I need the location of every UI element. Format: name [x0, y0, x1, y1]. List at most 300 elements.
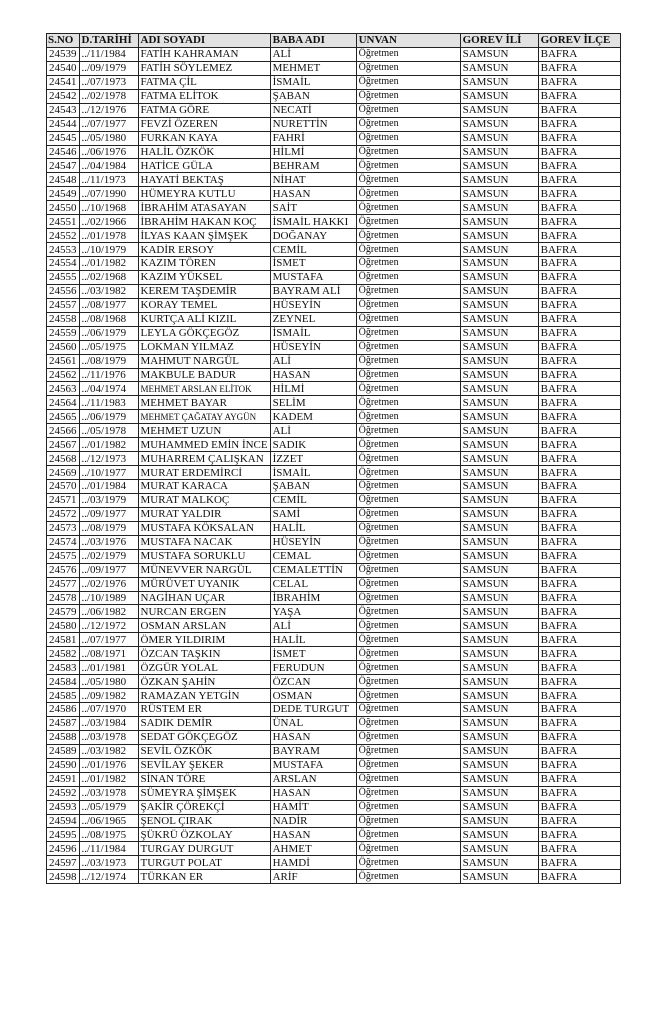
full-name-cell: MÜRÜVET UYANIK	[138, 577, 270, 591]
table-row	[47, 716, 621, 730]
full-name-cell: FATMA GÖRE	[138, 103, 270, 117]
full-name-cell: ŞÜKRÜ ÖZKOLAY	[138, 828, 270, 842]
district-cell: BAFRA	[538, 633, 620, 647]
full-name-cell: SÜMEYRA ŞİMŞEK	[138, 786, 270, 800]
full-name-cell: HAYATİ BEKTAŞ	[138, 173, 270, 187]
sno-cell: 24596	[47, 842, 80, 856]
district-cell: BAFRA	[538, 173, 620, 187]
header-sno: S.NO	[47, 34, 80, 48]
father-name-cell: HASAN	[270, 187, 356, 201]
sno-cell: 24584	[47, 675, 80, 689]
table-row	[47, 243, 621, 257]
full-name-cell: MURAT MALKOÇ	[138, 493, 270, 507]
father-name-cell: İSMET	[270, 647, 356, 661]
father-name-cell: MUSTAFA	[270, 758, 356, 772]
province-cell: SAMSUN	[460, 326, 538, 340]
sno-cell: 24580	[47, 619, 80, 633]
table-row	[47, 507, 621, 521]
sno-cell: 24542	[47, 89, 80, 103]
table-row	[47, 89, 621, 103]
father-name-cell: İSMAİL	[270, 75, 356, 89]
birth-date-cell: ../04/1974	[79, 382, 138, 396]
district-cell: BAFRA	[538, 521, 620, 535]
title-cell: Öğretmen	[356, 870, 460, 884]
birth-date-cell: ../07/1973	[79, 75, 138, 89]
sno-cell: 24546	[47, 145, 80, 159]
table-row	[47, 340, 621, 354]
header-district: GOREV İLÇE	[538, 34, 620, 48]
birth-date-cell: ../08/1971	[79, 647, 138, 661]
table-row	[47, 730, 621, 744]
title-cell: Öğretmen	[356, 619, 460, 633]
province-cell: SAMSUN	[460, 633, 538, 647]
birth-date-cell: ../06/1976	[79, 145, 138, 159]
district-cell: BAFRA	[538, 661, 620, 675]
sno-cell: 24552	[47, 229, 80, 243]
title-cell: Öğretmen	[356, 298, 460, 312]
district-cell: BAFRA	[538, 716, 620, 730]
sno-cell: 24540	[47, 61, 80, 75]
full-name-cell: MAHMUT NARGÜL	[138, 354, 270, 368]
full-name-cell: SADIK DEMİR	[138, 716, 270, 730]
province-cell: SAMSUN	[460, 563, 538, 577]
province-cell: SAMSUN	[460, 744, 538, 758]
province-cell: SAMSUN	[460, 577, 538, 591]
province-cell: SAMSUN	[460, 758, 538, 772]
district-cell: BAFRA	[538, 354, 620, 368]
province-cell: SAMSUN	[460, 828, 538, 842]
province-cell: SAMSUN	[460, 396, 538, 410]
birth-date-cell: ../05/1975	[79, 340, 138, 354]
province-cell: SAMSUN	[460, 61, 538, 75]
title-cell: Öğretmen	[356, 284, 460, 298]
table-row	[47, 591, 621, 605]
father-name-cell: HAMDİ	[270, 856, 356, 870]
title-cell: Öğretmen	[356, 131, 460, 145]
table-row	[47, 117, 621, 131]
full-name-cell: RÜSTEM ER	[138, 703, 270, 717]
teacher-list-table	[46, 33, 621, 884]
title-cell: Öğretmen	[356, 270, 460, 284]
district-cell: BAFRA	[538, 75, 620, 89]
table-row	[47, 800, 621, 814]
title-cell: Öğretmen	[356, 466, 460, 480]
father-name-cell: HAMİT	[270, 800, 356, 814]
father-name-cell: NECATİ	[270, 103, 356, 117]
birth-date-cell: ../10/1968	[79, 201, 138, 215]
province-cell: SAMSUN	[460, 716, 538, 730]
district-cell: BAFRA	[538, 131, 620, 145]
full-name-cell: FEVZİ ÖZEREN	[138, 117, 270, 131]
district-cell: BAFRA	[538, 870, 620, 884]
sno-cell: 24575	[47, 549, 80, 563]
father-name-cell: İSMET	[270, 257, 356, 271]
province-cell: SAMSUN	[460, 257, 538, 271]
sno-cell: 24567	[47, 438, 80, 452]
birth-date-cell: ../03/1978	[79, 730, 138, 744]
district-cell: BAFRA	[538, 61, 620, 75]
province-cell: SAMSUN	[460, 703, 538, 717]
birth-date-cell: ../08/1979	[79, 354, 138, 368]
district-cell: BAFRA	[538, 466, 620, 480]
full-name-cell: ÖMER YILDIRIM	[138, 633, 270, 647]
father-name-cell: HİLMİ	[270, 145, 356, 159]
province-cell: SAMSUN	[460, 507, 538, 521]
table-row	[47, 312, 621, 326]
table-row	[47, 563, 621, 577]
district-cell: BAFRA	[538, 730, 620, 744]
sno-cell: 24573	[47, 521, 80, 535]
title-cell: Öğretmen	[356, 354, 460, 368]
title-cell: Öğretmen	[356, 243, 460, 257]
birth-date-cell: ../06/1982	[79, 605, 138, 619]
full-name-cell: MUSTAFA SORUKLU	[138, 549, 270, 563]
province-cell: SAMSUN	[460, 675, 538, 689]
birth-date-cell: ../09/1982	[79, 689, 138, 703]
table-row	[47, 47, 621, 61]
father-name-cell: OSMAN	[270, 689, 356, 703]
sno-cell: 24581	[47, 633, 80, 647]
full-name-cell: TURGUT POLAT	[138, 856, 270, 870]
title-cell: Öğretmen	[356, 842, 460, 856]
title-cell: Öğretmen	[356, 591, 460, 605]
sno-cell: 24559	[47, 326, 80, 340]
table-row	[47, 438, 621, 452]
title-cell: Öğretmen	[356, 438, 460, 452]
title-cell: Öğretmen	[356, 814, 460, 828]
father-name-cell: CEMİL	[270, 243, 356, 257]
sno-cell: 24576	[47, 563, 80, 577]
full-name-cell: MUSTAFA NACAK	[138, 535, 270, 549]
province-cell: SAMSUN	[460, 298, 538, 312]
title-cell: Öğretmen	[356, 410, 460, 424]
district-cell: BAFRA	[538, 368, 620, 382]
full-name-cell: LOKMAN YILMAZ	[138, 340, 270, 354]
district-cell: BAFRA	[538, 312, 620, 326]
district-cell: BAFRA	[538, 145, 620, 159]
full-name-cell: TÜRKAN ER	[138, 870, 270, 884]
father-name-cell: CEMALETTİN	[270, 563, 356, 577]
full-name-cell: MUSTAFA KÖKSALAN	[138, 521, 270, 535]
full-name-cell: KURTÇA ALİ KIZIL	[138, 312, 270, 326]
sno-cell: 24547	[47, 159, 80, 173]
father-name-cell: NADİR	[270, 814, 356, 828]
table-row	[47, 758, 621, 772]
birth-date-cell: ../05/1980	[79, 131, 138, 145]
province-cell: SAMSUN	[460, 131, 538, 145]
birth-date-cell: ../08/1977	[79, 298, 138, 312]
table-row	[47, 521, 621, 535]
full-name-cell: İBRAHİM ATASAYAN	[138, 201, 270, 215]
district-cell: BAFRA	[538, 159, 620, 173]
table-row	[47, 493, 621, 507]
table-row	[47, 424, 621, 438]
header-birth-date: D.TARİHİ	[79, 34, 138, 48]
sno-cell: 24562	[47, 368, 80, 382]
province-cell: SAMSUN	[460, 424, 538, 438]
table-row	[47, 410, 621, 424]
full-name-cell: ÖZGÜR YOLAL	[138, 661, 270, 675]
sno-cell: 24566	[47, 424, 80, 438]
title-cell: Öğretmen	[356, 577, 460, 591]
table-row	[47, 856, 621, 870]
table-row	[47, 828, 621, 842]
title-cell: Öğretmen	[356, 47, 460, 61]
sno-cell: 24549	[47, 187, 80, 201]
district-cell: BAFRA	[538, 507, 620, 521]
title-cell: Öğretmen	[356, 786, 460, 800]
district-cell: BAFRA	[538, 591, 620, 605]
district-cell: BAFRA	[538, 201, 620, 215]
table-row	[47, 452, 621, 466]
title-cell: Öğretmen	[356, 772, 460, 786]
title-cell: Öğretmen	[356, 215, 460, 229]
full-name-cell: MURAT YALDIR	[138, 507, 270, 521]
sno-cell: 24539	[47, 47, 80, 61]
father-name-cell: HALİL	[270, 633, 356, 647]
district-cell: BAFRA	[538, 229, 620, 243]
birth-date-cell: ../02/1979	[79, 549, 138, 563]
province-cell: SAMSUN	[460, 452, 538, 466]
district-cell: BAFRA	[538, 480, 620, 494]
title-cell: Öğretmen	[356, 605, 460, 619]
full-name-cell: LEYLA GÖKÇEGÖZ	[138, 326, 270, 340]
province-cell: SAMSUN	[460, 270, 538, 284]
birth-date-cell: ../01/1978	[79, 229, 138, 243]
sno-cell: 24557	[47, 298, 80, 312]
table-row	[47, 354, 621, 368]
district-cell: BAFRA	[538, 703, 620, 717]
full-name-cell: İBRAHİM HAKAN KOÇ	[138, 215, 270, 229]
province-cell: SAMSUN	[460, 75, 538, 89]
father-name-cell: YAŞA	[270, 605, 356, 619]
sno-cell: 24574	[47, 535, 80, 549]
province-cell: SAMSUN	[460, 159, 538, 173]
table-row	[47, 689, 621, 703]
district-cell: BAFRA	[538, 689, 620, 703]
title-cell: Öğretmen	[356, 312, 460, 326]
table-row	[47, 159, 621, 173]
birth-date-cell: ../09/1977	[79, 563, 138, 577]
birth-date-cell: ../01/1976	[79, 758, 138, 772]
father-name-cell: İSMAİL	[270, 466, 356, 480]
province-cell: SAMSUN	[460, 47, 538, 61]
full-name-cell: FATİH KAHRAMAN	[138, 47, 270, 61]
birth-date-cell: ../12/1972	[79, 619, 138, 633]
district-cell: BAFRA	[538, 786, 620, 800]
birth-date-cell: ../03/1973	[79, 856, 138, 870]
father-name-cell: ALİ	[270, 47, 356, 61]
district-cell: BAFRA	[538, 758, 620, 772]
district-cell: BAFRA	[538, 340, 620, 354]
district-cell: BAFRA	[538, 493, 620, 507]
district-cell: BAFRA	[538, 563, 620, 577]
father-name-cell: CELAL	[270, 577, 356, 591]
father-name-cell: DEDE TURGUT	[270, 703, 356, 717]
province-cell: SAMSUN	[460, 89, 538, 103]
header-full-name: ADI SOYADI	[138, 34, 270, 48]
district-cell: BAFRA	[538, 675, 620, 689]
father-name-cell: ŞABAN	[270, 480, 356, 494]
title-cell: Öğretmen	[356, 340, 460, 354]
full-name-cell: MEHMET UZUN	[138, 424, 270, 438]
sno-cell: 24578	[47, 591, 80, 605]
district-cell: BAFRA	[538, 270, 620, 284]
sno-cell: 24555	[47, 270, 80, 284]
father-name-cell: ÜNAL	[270, 716, 356, 730]
table-row	[47, 61, 621, 75]
title-cell: Öğretmen	[356, 201, 460, 215]
province-cell: SAMSUN	[460, 730, 538, 744]
province-cell: SAMSUN	[460, 368, 538, 382]
title-cell: Öğretmen	[356, 61, 460, 75]
district-cell: BAFRA	[538, 605, 620, 619]
table-row	[47, 326, 621, 340]
father-name-cell: HİLMİ	[270, 382, 356, 396]
father-name-cell: AHMET	[270, 842, 356, 856]
father-name-cell: ŞABAN	[270, 89, 356, 103]
table-row	[47, 744, 621, 758]
full-name-cell: HATİCE GÜLA	[138, 159, 270, 173]
sno-cell: 24579	[47, 605, 80, 619]
father-name-cell: ÖZCAN	[270, 675, 356, 689]
sno-cell: 24597	[47, 856, 80, 870]
table-row	[47, 605, 621, 619]
district-cell: BAFRA	[538, 424, 620, 438]
table-row	[47, 772, 621, 786]
sno-cell: 24593	[47, 800, 80, 814]
full-name-cell: NURCAN ERGEN	[138, 605, 270, 619]
sno-cell: 24569	[47, 466, 80, 480]
full-name-cell: FATMA ELİTOK	[138, 89, 270, 103]
sno-cell: 24551	[47, 215, 80, 229]
title-cell: Öğretmen	[356, 507, 460, 521]
district-cell: BAFRA	[538, 619, 620, 633]
birth-date-cell: ../01/1981	[79, 661, 138, 675]
title-cell: Öğretmen	[356, 452, 460, 466]
father-name-cell: HASAN	[270, 786, 356, 800]
father-name-cell: NURETTİN	[270, 117, 356, 131]
full-name-cell: KORAY TEMEL	[138, 298, 270, 312]
district-cell: BAFRA	[538, 117, 620, 131]
birth-date-cell: ../07/1977	[79, 633, 138, 647]
full-name-cell: NAGİHAN UÇAR	[138, 591, 270, 605]
table-row	[47, 870, 621, 884]
birth-date-cell: ../11/1984	[79, 47, 138, 61]
province-cell: SAMSUN	[460, 521, 538, 535]
province-cell: SAMSUN	[460, 772, 538, 786]
district-cell: BAFRA	[538, 47, 620, 61]
father-name-cell: İBRAHİM	[270, 591, 356, 605]
table-row	[47, 75, 621, 89]
province-cell: SAMSUN	[460, 103, 538, 117]
father-name-cell: FAHRİ	[270, 131, 356, 145]
birth-date-cell: ../11/1973	[79, 173, 138, 187]
header-title: UNVAN	[356, 34, 460, 48]
father-name-cell: ZEYNEL	[270, 312, 356, 326]
birth-date-cell: ../05/1980	[79, 675, 138, 689]
table-row	[47, 284, 621, 298]
sno-cell: 24583	[47, 661, 80, 675]
title-cell: Öğretmen	[356, 563, 460, 577]
father-name-cell: İSMAİL	[270, 326, 356, 340]
full-name-cell: FATİH SÖYLEMEZ	[138, 61, 270, 75]
birth-date-cell: ../01/1982	[79, 772, 138, 786]
full-name-cell: FATMA ÇİL	[138, 75, 270, 89]
table-row	[47, 396, 621, 410]
birth-date-cell: ../06/1965	[79, 814, 138, 828]
sno-cell: 24595	[47, 828, 80, 842]
sno-cell: 24594	[47, 814, 80, 828]
province-cell: SAMSUN	[460, 647, 538, 661]
sno-cell: 24570	[47, 480, 80, 494]
province-cell: SAMSUN	[460, 814, 538, 828]
district-cell: BAFRA	[538, 438, 620, 452]
birth-date-cell: ../06/1979	[79, 326, 138, 340]
father-name-cell: CEMİL	[270, 493, 356, 507]
birth-date-cell: ../09/1977	[79, 507, 138, 521]
title-cell: Öğretmen	[356, 396, 460, 410]
title-cell: Öğretmen	[356, 368, 460, 382]
birth-date-cell: ../03/1978	[79, 786, 138, 800]
title-cell: Öğretmen	[356, 493, 460, 507]
birth-date-cell: ../10/1977	[79, 466, 138, 480]
title-cell: Öğretmen	[356, 730, 460, 744]
birth-date-cell: ../03/1984	[79, 716, 138, 730]
title-cell: Öğretmen	[356, 89, 460, 103]
sno-cell: 24548	[47, 173, 80, 187]
birth-date-cell: ../08/1968	[79, 312, 138, 326]
father-name-cell: İZZET	[270, 452, 356, 466]
father-name-cell: MUSTAFA	[270, 270, 356, 284]
province-cell: SAMSUN	[460, 856, 538, 870]
father-name-cell: SADIK	[270, 438, 356, 452]
district-cell: BAFRA	[538, 187, 620, 201]
sno-cell: 24545	[47, 131, 80, 145]
province-cell: SAMSUN	[460, 549, 538, 563]
full-name-cell: MAKBULE BADUR	[138, 368, 270, 382]
full-name-cell: SEVİLAY ŞEKER	[138, 758, 270, 772]
birth-date-cell: ../03/1982	[79, 284, 138, 298]
father-name-cell: ARİF	[270, 870, 356, 884]
father-name-cell: ALİ	[270, 424, 356, 438]
title-cell: Öğretmen	[356, 744, 460, 758]
full-name-cell: KAZIM TÖREN	[138, 257, 270, 271]
birth-date-cell: ../12/1973	[79, 452, 138, 466]
sno-cell: 24571	[47, 493, 80, 507]
father-name-cell: HÜSEYİN	[270, 298, 356, 312]
district-cell: BAFRA	[538, 103, 620, 117]
father-name-cell: ALİ	[270, 354, 356, 368]
sno-cell: 24541	[47, 75, 80, 89]
table-row	[47, 215, 621, 229]
province-cell: SAMSUN	[460, 201, 538, 215]
table-row	[47, 201, 621, 215]
province-cell: SAMSUN	[460, 493, 538, 507]
province-cell: SAMSUN	[460, 173, 538, 187]
sno-cell: 24565	[47, 410, 80, 424]
province-cell: SAMSUN	[460, 438, 538, 452]
full-name-cell: MEHMET ARSLAN ELİTOK	[138, 382, 270, 396]
sno-cell: 24558	[47, 312, 80, 326]
sno-cell: 24561	[47, 354, 80, 368]
title-cell: Öğretmen	[356, 173, 460, 187]
title-cell: Öğretmen	[356, 229, 460, 243]
full-name-cell: MURAT ERDEMİRCİ	[138, 466, 270, 480]
title-cell: Öğretmen	[356, 326, 460, 340]
sno-cell: 24553	[47, 243, 80, 257]
title-cell: Öğretmen	[356, 103, 460, 117]
